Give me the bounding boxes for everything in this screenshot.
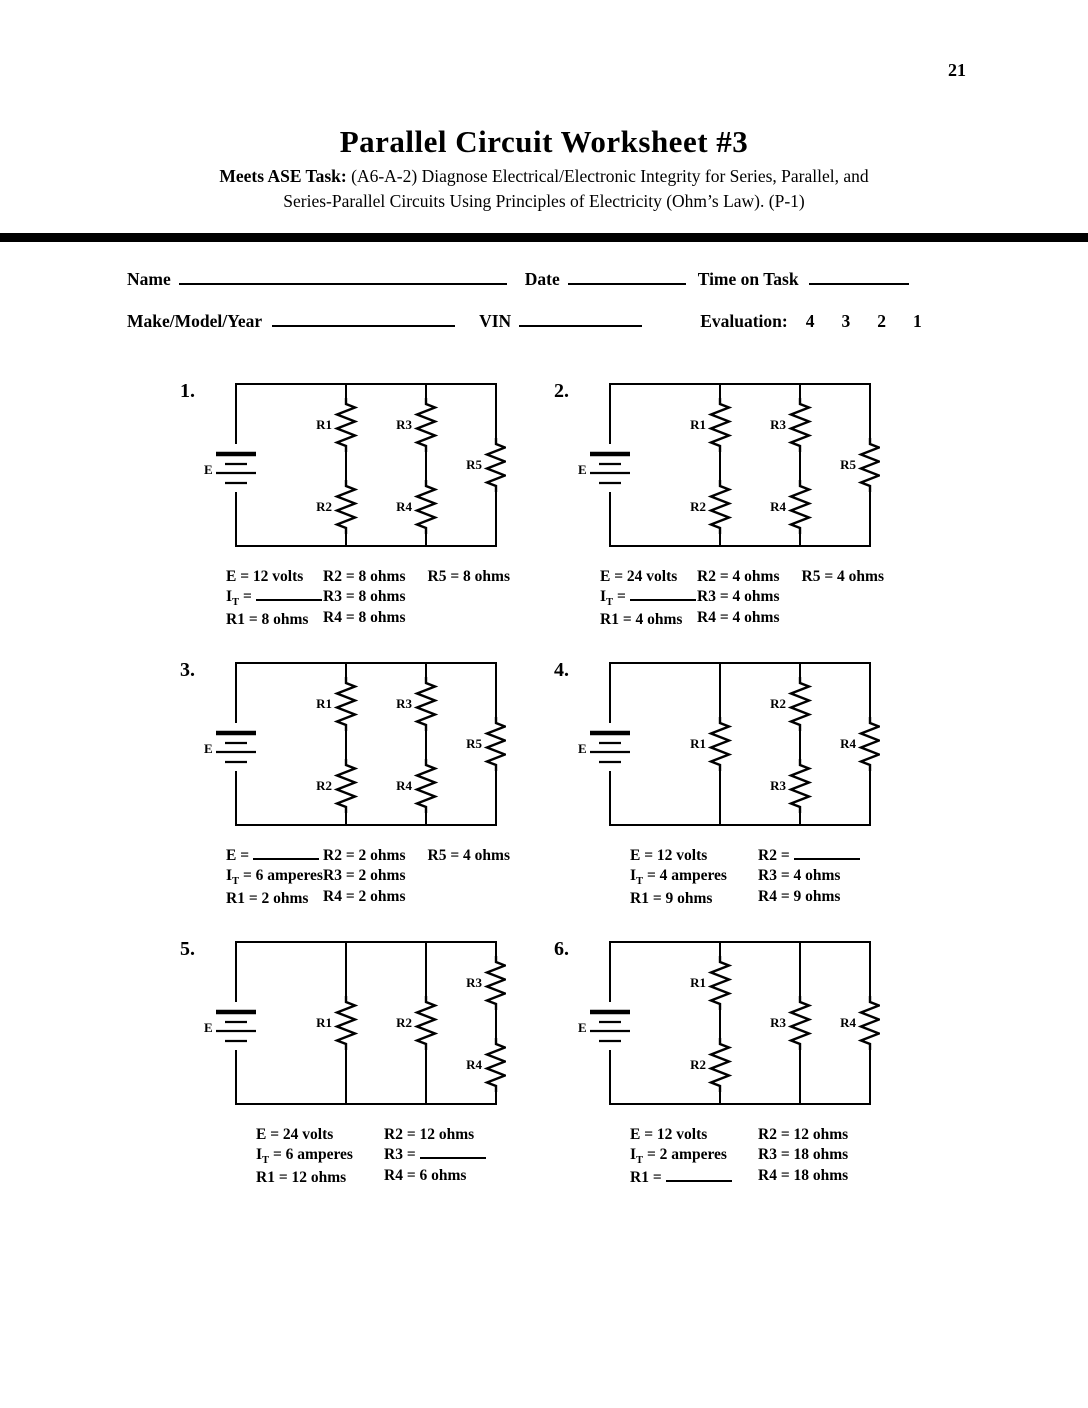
evaluation-option-2: 2 bbox=[877, 310, 886, 331]
resistor-label-r4: R4 bbox=[396, 777, 412, 793]
values-column bbox=[630, 846, 758, 910]
resistor-symbol-r1 bbox=[711, 717, 729, 771]
resistor-symbol-r5 bbox=[487, 438, 505, 492]
circuit-number: 3. bbox=[180, 658, 195, 681]
resistor-label-r4: R4 bbox=[396, 498, 412, 514]
resistor-label-r1: R1 bbox=[316, 695, 332, 711]
resistor-label-r1: R1 bbox=[690, 735, 706, 751]
value-line: R3 = 4 ohms bbox=[758, 867, 841, 885]
circuit-values bbox=[256, 1125, 510, 1189]
battery-symbol bbox=[578, 454, 630, 483]
value-line: R4 = 18 ohms bbox=[758, 1166, 849, 1184]
value-line: R1 = 2 ohms bbox=[226, 890, 309, 908]
answer-blank bbox=[666, 1168, 732, 1182]
resistor-symbol-r4 bbox=[487, 1038, 505, 1092]
circuit-values bbox=[600, 567, 884, 631]
value-line: $I_T$ = bbox=[226, 587, 323, 610]
battery-symbol bbox=[204, 454, 256, 483]
time-on-task-blank-line bbox=[809, 268, 909, 285]
resistor-label-r1: R1 bbox=[690, 416, 706, 432]
circuit-number: 5. bbox=[180, 937, 195, 960]
name-label: Name bbox=[127, 268, 171, 289]
battery-label: E bbox=[204, 740, 213, 756]
value-line: R2 = 2 ohms bbox=[323, 846, 406, 864]
evaluation-options bbox=[806, 311, 922, 332]
make-model-year-blank-line bbox=[272, 310, 455, 327]
values-column bbox=[697, 567, 802, 631]
ase-task-line1: (A6-A-2) Diagnose Electrical/Electronic Integrity for Series, Parallel, and bbox=[346, 166, 869, 186]
evaluation-option-1: 1 bbox=[912, 310, 922, 331]
circuit-diagram bbox=[204, 934, 506, 1120]
value-line: R5 = 4 ohms bbox=[801, 567, 884, 585]
circuit-diagram bbox=[204, 376, 506, 562]
resistor-symbol-r4 bbox=[417, 480, 435, 534]
form-header bbox=[127, 268, 1088, 332]
resistor-label-r5: R5 bbox=[466, 735, 482, 751]
resistor-label-r4: R4 bbox=[840, 1014, 856, 1030]
resistor-symbol-r3 bbox=[791, 759, 809, 813]
resistor-symbol-r2 bbox=[711, 1038, 729, 1092]
values-column bbox=[323, 567, 428, 631]
value-line: R5 = 8 ohms bbox=[427, 567, 510, 585]
values-column bbox=[600, 567, 697, 631]
page-title: Parallel Circuit Worksheet #3 bbox=[339, 124, 749, 159]
make-model-year-label: Make/Model/Year bbox=[127, 310, 263, 331]
ase-task-statement bbox=[40, 164, 1048, 215]
value-line: E = 12 volts bbox=[630, 1125, 708, 1143]
resistor-symbol-r1 bbox=[337, 398, 355, 452]
values-column bbox=[428, 846, 510, 910]
circuit-1 bbox=[180, 376, 510, 631]
resistor-label-r3: R3 bbox=[770, 1014, 786, 1030]
battery-label: E bbox=[204, 1019, 213, 1035]
resistor-label-r3: R3 bbox=[770, 777, 786, 793]
values-column bbox=[323, 846, 428, 910]
answer-blank bbox=[253, 846, 319, 860]
resistor-symbol-r5 bbox=[487, 717, 505, 771]
value-line: R1 = 4 ohms bbox=[600, 611, 683, 629]
resistor-symbol-r1 bbox=[711, 956, 729, 1010]
resistor-label-r4: R4 bbox=[840, 735, 856, 751]
circuit-values bbox=[226, 846, 510, 910]
circuit-values bbox=[226, 567, 510, 631]
battery-symbol bbox=[204, 1012, 256, 1041]
resistor-label-r5: R5 bbox=[840, 456, 856, 472]
battery-label: E bbox=[578, 1019, 587, 1035]
resistor-symbol-r4 bbox=[417, 759, 435, 813]
value-line: R2 = 8 ohms bbox=[323, 567, 406, 585]
resistor-label-r5: R5 bbox=[466, 456, 482, 472]
resistor-label-r1: R1 bbox=[316, 1014, 332, 1030]
circuit-values bbox=[630, 1125, 884, 1189]
resistor-label-r4: R4 bbox=[770, 498, 786, 514]
value-line: R3 = 8 ohms bbox=[323, 588, 406, 606]
answer-blank bbox=[256, 587, 322, 601]
circuit-diagram bbox=[578, 934, 880, 1120]
form-row-1 bbox=[127, 268, 1088, 290]
value-line: R3 = 18 ohms bbox=[758, 1146, 849, 1164]
resistor-symbol-r3 bbox=[791, 398, 809, 452]
value-line: R4 = 8 ohms bbox=[323, 608, 406, 626]
values-column bbox=[384, 1125, 486, 1189]
value-line: R1 = bbox=[630, 1168, 758, 1188]
resistor-symbol-r3 bbox=[791, 996, 809, 1050]
value-line: E = 24 volts bbox=[600, 567, 678, 585]
resistor-symbol-r4 bbox=[861, 717, 879, 771]
resistor-symbol-r1 bbox=[337, 996, 355, 1050]
value-line: $I_T = 6$ amperes bbox=[256, 1146, 353, 1167]
answer-blank bbox=[630, 587, 696, 601]
circuits-grid bbox=[180, 376, 1088, 1189]
circuit-diagram bbox=[578, 655, 880, 841]
resistor-label-r3: R3 bbox=[466, 974, 482, 990]
value-line: E = 24 volts bbox=[256, 1125, 334, 1143]
battery-symbol bbox=[578, 1012, 630, 1041]
resistor-symbol-r2 bbox=[337, 480, 355, 534]
resistor-label-r4: R4 bbox=[466, 1056, 482, 1072]
value-line: R4 = 6 ohms bbox=[384, 1166, 467, 1184]
resistor-symbol-r1 bbox=[711, 398, 729, 452]
divider-bar bbox=[0, 233, 1088, 242]
form-row-2 bbox=[127, 310, 1088, 332]
resistor-symbol-r3 bbox=[417, 398, 435, 452]
value-line: R3 = bbox=[384, 1145, 486, 1165]
resistor-symbol-r2 bbox=[711, 480, 729, 534]
value-line: R3 = 4 ohms bbox=[697, 588, 780, 606]
value-line: R2 = 4 ohms bbox=[697, 567, 780, 585]
resistor-symbol-r2 bbox=[337, 759, 355, 813]
value-line: R4 = 4 ohms bbox=[697, 608, 780, 626]
circuit-6 bbox=[554, 934, 884, 1189]
battery-symbol bbox=[204, 733, 256, 762]
battery-symbol bbox=[578, 733, 630, 762]
values-column bbox=[758, 846, 860, 910]
answer-blank bbox=[794, 846, 860, 860]
resistor-symbol-r4 bbox=[791, 480, 809, 534]
circuit-2 bbox=[554, 376, 884, 631]
circuit-5 bbox=[180, 934, 510, 1189]
circuit-4 bbox=[554, 655, 884, 910]
resistor-label-r2: R2 bbox=[690, 498, 706, 514]
values-column bbox=[758, 1125, 848, 1189]
value-line: R2 = 12 ohms bbox=[758, 1125, 849, 1143]
value-line: $I_T = 4$ amperes bbox=[630, 867, 727, 888]
resistor-symbol-r2 bbox=[791, 677, 809, 731]
battery-label: E bbox=[578, 461, 587, 477]
values-column bbox=[226, 846, 323, 910]
resistor-label-r2: R2 bbox=[770, 695, 786, 711]
values-column bbox=[802, 567, 884, 631]
resistor-label-r1: R1 bbox=[690, 974, 706, 990]
values-column bbox=[428, 567, 510, 631]
value-line: R1 = 8 ohms bbox=[226, 611, 309, 629]
resistor-label-r3: R3 bbox=[770, 416, 786, 432]
circuit-number: 6. bbox=[554, 937, 569, 960]
battery-label: E bbox=[204, 461, 213, 477]
resistor-symbol-r3 bbox=[487, 956, 505, 1010]
resistor-symbol-r1 bbox=[337, 677, 355, 731]
value-line: R4 = 2 ohms bbox=[323, 887, 406, 905]
value-line: R1 = 12 ohms bbox=[256, 1169, 347, 1187]
circuit-number: 2. bbox=[554, 379, 569, 402]
date-blank-line bbox=[568, 268, 686, 285]
values-column bbox=[256, 1125, 384, 1189]
resistor-label-r2: R2 bbox=[690, 1056, 706, 1072]
values-column bbox=[630, 1125, 758, 1189]
value-line: R4 = 9 ohms bbox=[758, 887, 841, 905]
values-column bbox=[226, 567, 323, 631]
value-line: E = 12 volts bbox=[630, 846, 708, 864]
value-line: $I_T = 2$ amperes bbox=[630, 1146, 727, 1167]
value-line: E = 12 volts bbox=[226, 567, 304, 585]
resistor-symbol-r3 bbox=[417, 677, 435, 731]
evaluation-option-3: 3 bbox=[841, 310, 851, 331]
value-line: R2 = bbox=[758, 846, 860, 866]
circuit-number: 1. bbox=[180, 379, 195, 402]
value-line: $I_T$ = bbox=[600, 587, 697, 610]
resistor-symbol-r5 bbox=[861, 438, 879, 492]
value-line: R2 = 12 ohms bbox=[384, 1125, 475, 1143]
vin-label: VIN bbox=[479, 310, 512, 331]
value-line: E = bbox=[226, 846, 323, 866]
circuit-diagram bbox=[204, 655, 506, 841]
resistor-label-r3: R3 bbox=[396, 416, 412, 432]
resistor-label-r2: R2 bbox=[316, 777, 332, 793]
value-line: R5 = 4 ohms bbox=[427, 846, 510, 864]
date-label: Date bbox=[524, 268, 560, 289]
evaluation-label: Evaluation: bbox=[700, 310, 788, 331]
value-line: R3 = 2 ohms bbox=[323, 867, 406, 885]
battery-label: E bbox=[578, 740, 587, 756]
resistor-symbol-r4 bbox=[861, 996, 879, 1050]
circuit-diagram bbox=[578, 376, 880, 562]
value-line: $I_T = 6$ amperes bbox=[226, 867, 323, 888]
resistor-label-r2: R2 bbox=[396, 1014, 412, 1030]
resistor-label-r1: R1 bbox=[316, 416, 332, 432]
answer-blank bbox=[420, 1145, 486, 1159]
resistor-label-r3: R3 bbox=[396, 695, 412, 711]
resistor-label-r2: R2 bbox=[316, 498, 332, 514]
circuit-3 bbox=[180, 655, 510, 910]
evaluation-option-4: 4 bbox=[805, 310, 815, 331]
value-line: R1 = 9 ohms bbox=[630, 890, 713, 908]
ase-task-label: Meets ASE Task: bbox=[219, 166, 347, 186]
page-number: 21 bbox=[948, 60, 966, 80]
name-blank-line bbox=[179, 268, 507, 285]
vin-blank-line bbox=[519, 310, 642, 327]
circuit-number: 4. bbox=[554, 658, 569, 681]
circuit-values bbox=[630, 846, 884, 910]
time-on-task-label: Time on Task bbox=[697, 268, 799, 289]
ase-task-line2: Series-Parallel Circuits Using Principles of Electricity (Ohm’s Law). (P-1) bbox=[283, 191, 805, 212]
resistor-symbol-r2 bbox=[417, 996, 435, 1050]
